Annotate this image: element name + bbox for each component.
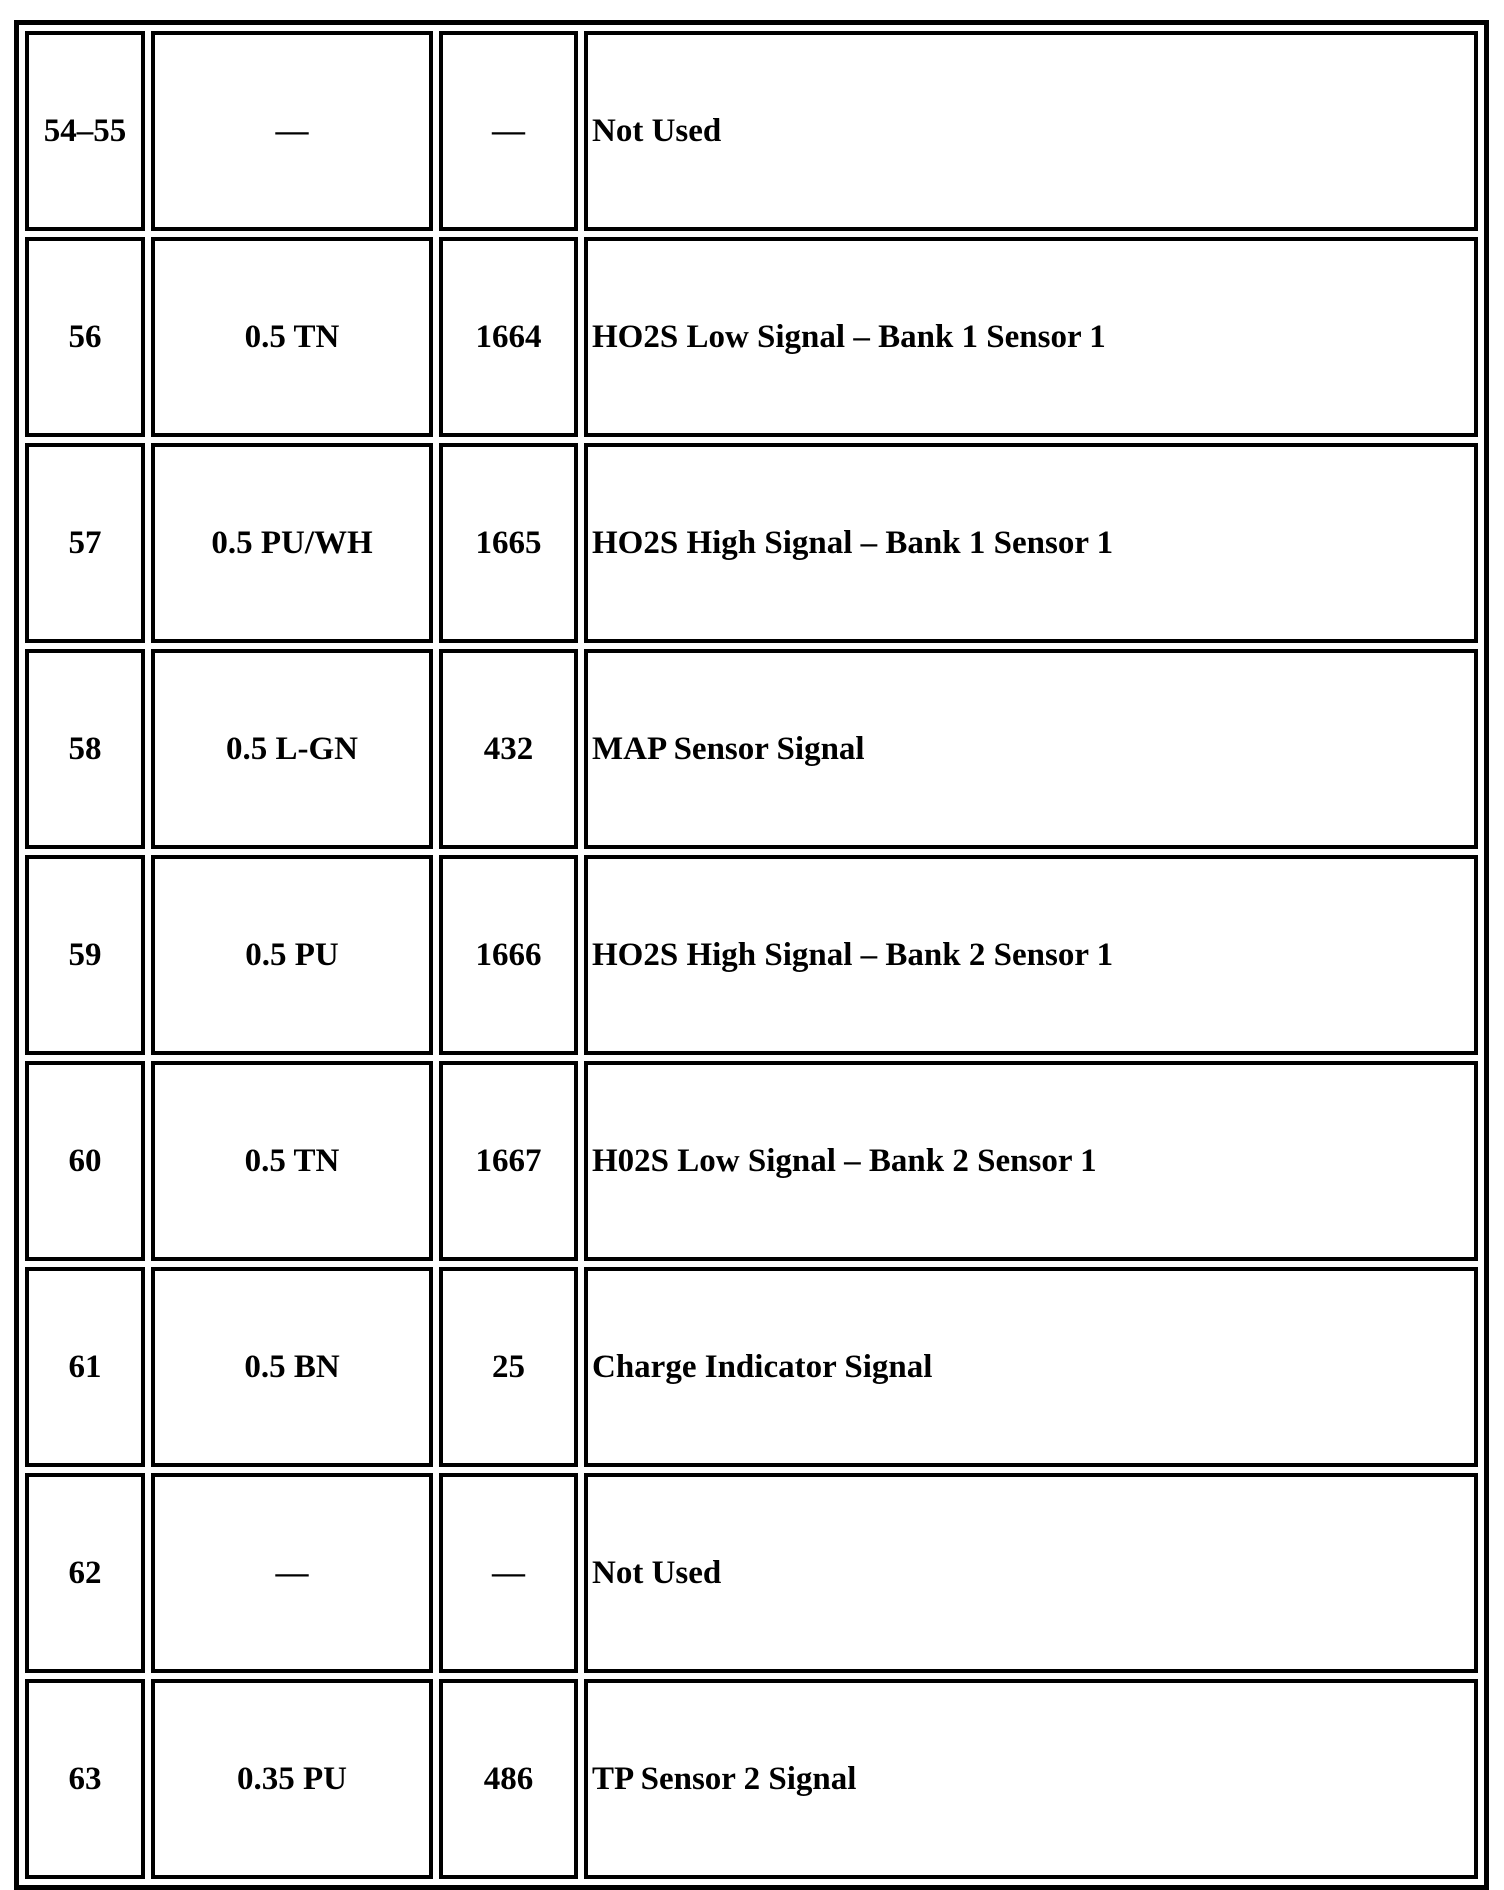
- pin-cell: 56: [25, 237, 145, 437]
- function-cell: HO2S Low Signal – Bank 1 Sensor 1: [584, 237, 1478, 437]
- connector-pinout-table: [14, 20, 1489, 1890]
- table-row: [25, 31, 1478, 231]
- circuit-number-cell: 25: [439, 1267, 578, 1467]
- pin-cell: 54–55: [25, 31, 145, 231]
- wire-color-cell: 0.5 L-GN: [151, 649, 433, 849]
- table-row: [25, 855, 1478, 1055]
- table-row: [25, 1061, 1478, 1261]
- circuit-number-cell: 1665: [439, 443, 578, 643]
- circuit-number-cell: 432: [439, 649, 578, 849]
- wire-color-cell: 0.5 TN: [151, 237, 433, 437]
- circuit-number-cell: —: [439, 31, 578, 231]
- table-row: [25, 237, 1478, 437]
- pin-cell: 57: [25, 443, 145, 643]
- function-cell: MAP Sensor Signal: [584, 649, 1478, 849]
- wire-color-cell: —: [151, 1473, 433, 1673]
- pin-cell: 60: [25, 1061, 145, 1261]
- pin-cell: 59: [25, 855, 145, 1055]
- wire-color-cell: —: [151, 31, 433, 231]
- function-cell: Not Used: [584, 31, 1478, 231]
- function-cell: Charge Indicator Signal: [584, 1267, 1478, 1467]
- circuit-number-cell: 1666: [439, 855, 578, 1055]
- function-cell: HO2S High Signal – Bank 2 Sensor 1: [584, 855, 1478, 1055]
- table-row: [25, 1679, 1478, 1879]
- function-cell: TP Sensor 2 Signal: [584, 1679, 1478, 1879]
- function-cell: H02S Low Signal – Bank 2 Sensor 1: [584, 1061, 1478, 1261]
- wire-color-cell: 0.5 PU/WH: [151, 443, 433, 643]
- table-row: [25, 1267, 1478, 1467]
- table-row: [25, 649, 1478, 849]
- wire-color-cell: 0.5 TN: [151, 1061, 433, 1261]
- table-row: [25, 443, 1478, 643]
- pin-cell: 63: [25, 1679, 145, 1879]
- pin-cell: 62: [25, 1473, 145, 1673]
- circuit-number-cell: 1667: [439, 1061, 578, 1261]
- wire-color-cell: 0.5 PU: [151, 855, 433, 1055]
- function-cell: HO2S High Signal – Bank 1 Sensor 1: [584, 443, 1478, 643]
- wire-color-cell: 0.5 BN: [151, 1267, 433, 1467]
- wire-color-cell: 0.35 PU: [151, 1679, 433, 1879]
- pin-cell: 61: [25, 1267, 145, 1467]
- circuit-number-cell: 486: [439, 1679, 578, 1879]
- pin-cell: 58: [25, 649, 145, 849]
- circuit-number-cell: 1664: [439, 237, 578, 437]
- function-cell: Not Used: [584, 1473, 1478, 1673]
- table-row: [25, 1473, 1478, 1673]
- circuit-number-cell: —: [439, 1473, 578, 1673]
